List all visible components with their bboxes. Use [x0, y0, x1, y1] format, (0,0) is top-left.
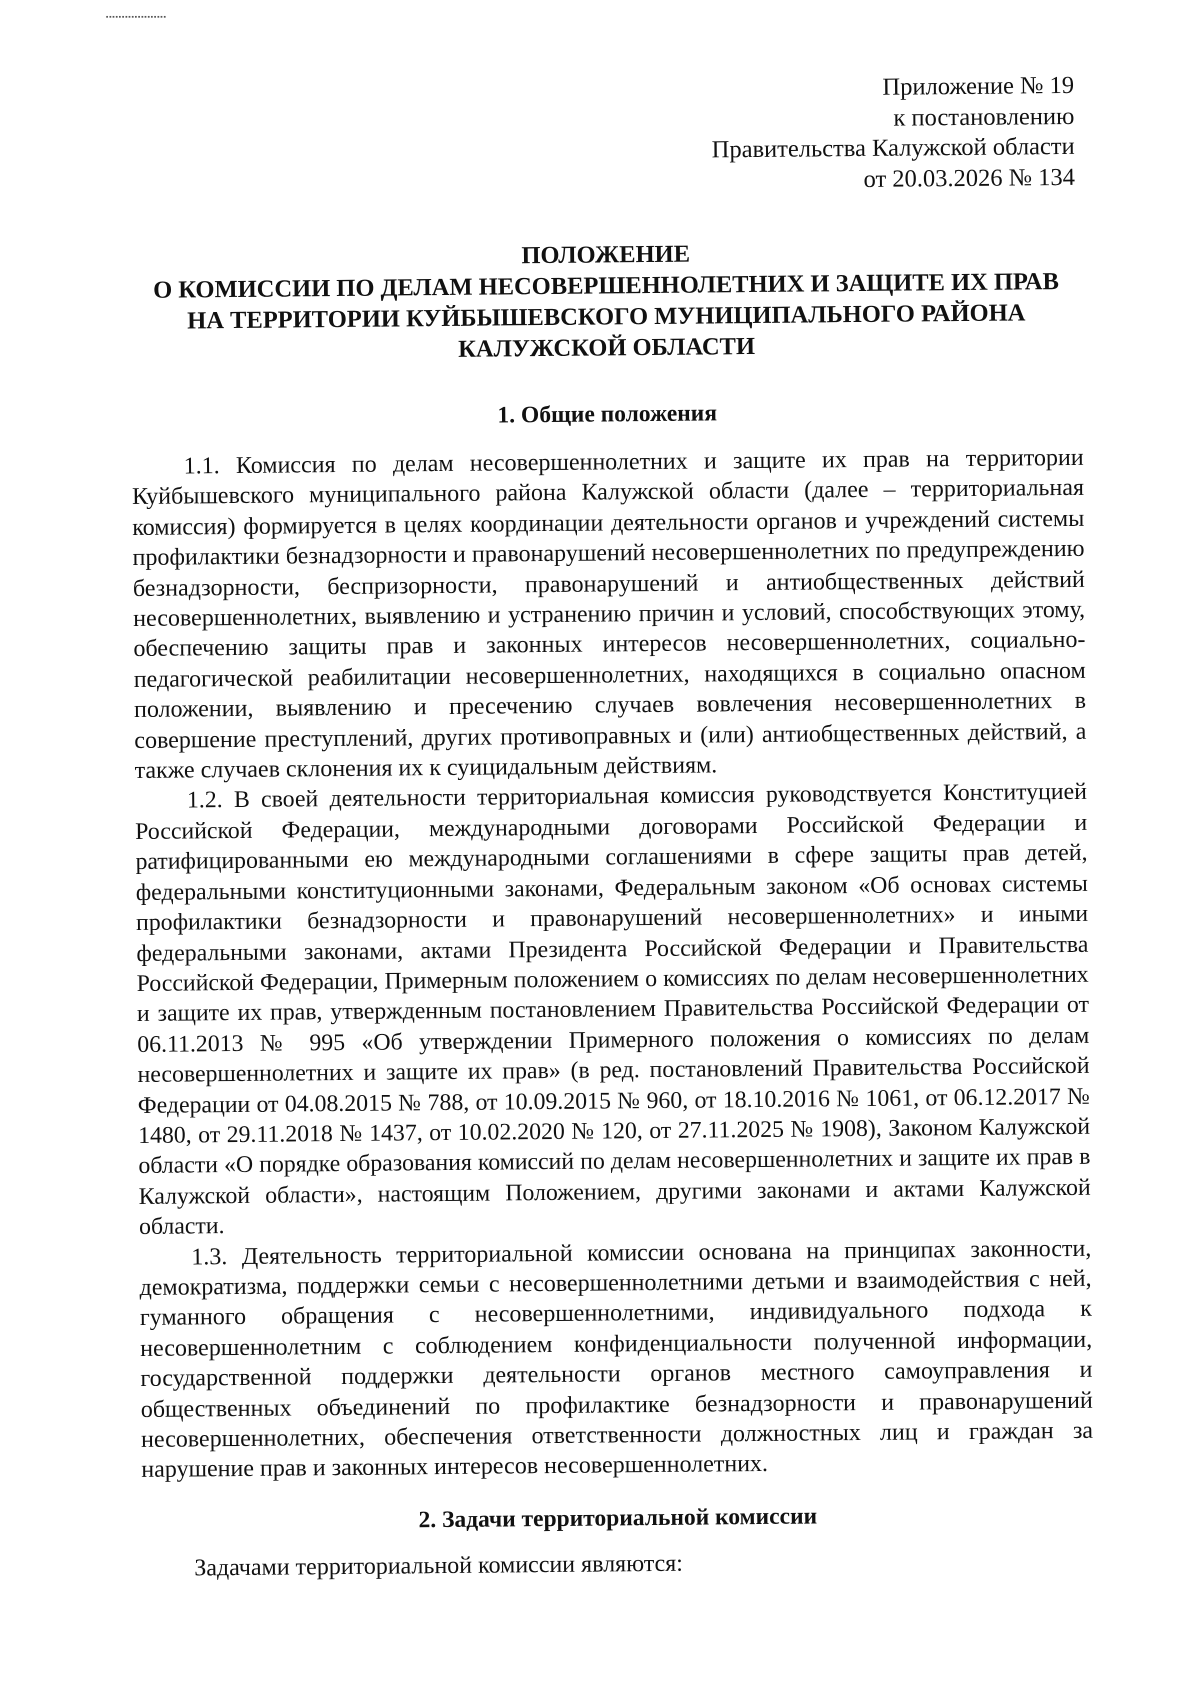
approval-appendix-number: Приложение № 19: [882, 71, 1075, 101]
section-1-heading: 1. Общие положения: [497, 400, 718, 429]
scan-artifact: ▪▪▪▪▪▪▪▪▪▪▪▪▪▪▪▪▪▪▪: [105, 14, 166, 22]
approval-resolution-label: к постановлению: [893, 102, 1075, 132]
paragraph-1-2: 1.2. В своей деятельности территориальная комиссия руководствуется Конституцией Российской Федерации, международными договорами Российской Федерации и ратифицированными ею международными соглашениями в сфере защиты прав детей, федеральными конституционными законами, Федеральным законом «Об основах системы профилактики безнадзорности и правонарушений несовершеннолетних» и иными федеральными законами, актами Президента Российской Федерации и Правительства Российской Федерации, Примерным положением о комиссиях по делам несовершеннолетних и защите их прав, утвержденным постановлением Правительства Российской Федерации от 06.11.2013 № 995 «Об утверждении Примерного положения о комиссиях по делам несовершеннолетних и защите их прав» (в ред. постановлений Правительства Российской Федерации от 04.08.2015 № 788, от 10.09.2015 № 960, от 18.10.2016 № 1061, от 06.12.2017 № 1480, от 29.11.2018 № 1437, от 10.02.2020 № 120, от 27.11.2025 № 1908), Законом Калужской области «О порядке образования комиссий по делам несовершеннолетних и защите их прав в Калужской области», настоящим Положением, другими законами и актами Калужской области.: [135, 779, 1091, 1241]
document-title: [130, 235, 1083, 368]
approval-government: Правительства Калужской области: [711, 132, 1075, 164]
document-page: [128, 71, 1094, 1584]
title-line-3: НА ТЕРРИТОРИИ КУЙБЫШЕВСКОГО МУНИЦИПАЛЬНОГО РАЙОНА: [187, 299, 1026, 335]
title-line-2: О КОМИССИИ ПО ДЕЛАМ НЕСОВЕРШЕННОЛЕТНИХ И ЗАЩИТЕ ИХ ПРАВ: [153, 268, 1059, 304]
title-line-1: ПОЛОЖЕНИЕ: [521, 240, 691, 270]
section-2-heading: 2. Задачи территориальной комиссии: [418, 1503, 818, 1534]
approval-date-number: от 20.03.2026 № 134: [863, 163, 1076, 193]
title-line-4: КАЛУЖСКОЙ ОБЛАСТИ: [458, 332, 756, 363]
section-2-intro: Задачами территориальной комиссии являются:: [194, 1550, 684, 1582]
paragraph-1-1: 1.1. Комиссия по делам несовершеннолетних и защите их прав на территории Куйбышевского муниципального района Калужской области (далее – территориальная комиссия) формируется в целях координации деятельности органов и учреждений системы профилактики безнадзорности и правонарушений несовершеннолетних по предупреждению безнадзорности, беспризорности, правонарушений и антиобщественных действий несовершеннолетних, выявлению и устранению причин и условий, способствующих этому, обеспечению защиты прав и законных интересов несовершеннолетних, социально-педагогической реабилитации несовершеннолетних, находящихся в социально опасном положении, выявлению и пресечению случаев вовлечения несовершеннолетних в совершение преступлений, других противоправных и (или) антиобщественных действий, а также случаев склонения их к суицидальным действиям.: [131, 444, 1087, 785]
approval-block: [128, 71, 1081, 202]
paragraph-1-3: 1.3. Деятельность территориальной комиссии основана на принципах законности, демократизма, поддержки семьи с несовершеннолетними детьми и взаимодействия с ней, гуманного обращения с несовершеннолетними, индивидуального подхода к несовершеннолетним с соблюдением конфиденциальности полученной информации, государственной поддержки деятельности органов местного самоуправления и общественных объединений по профилактике безнадзорности и правонарушений несовершеннолетних, обеспечения ответственности должностных лиц и граждан за нарушение прав и законных интересов несовершеннолетних.: [139, 1235, 1094, 1484]
